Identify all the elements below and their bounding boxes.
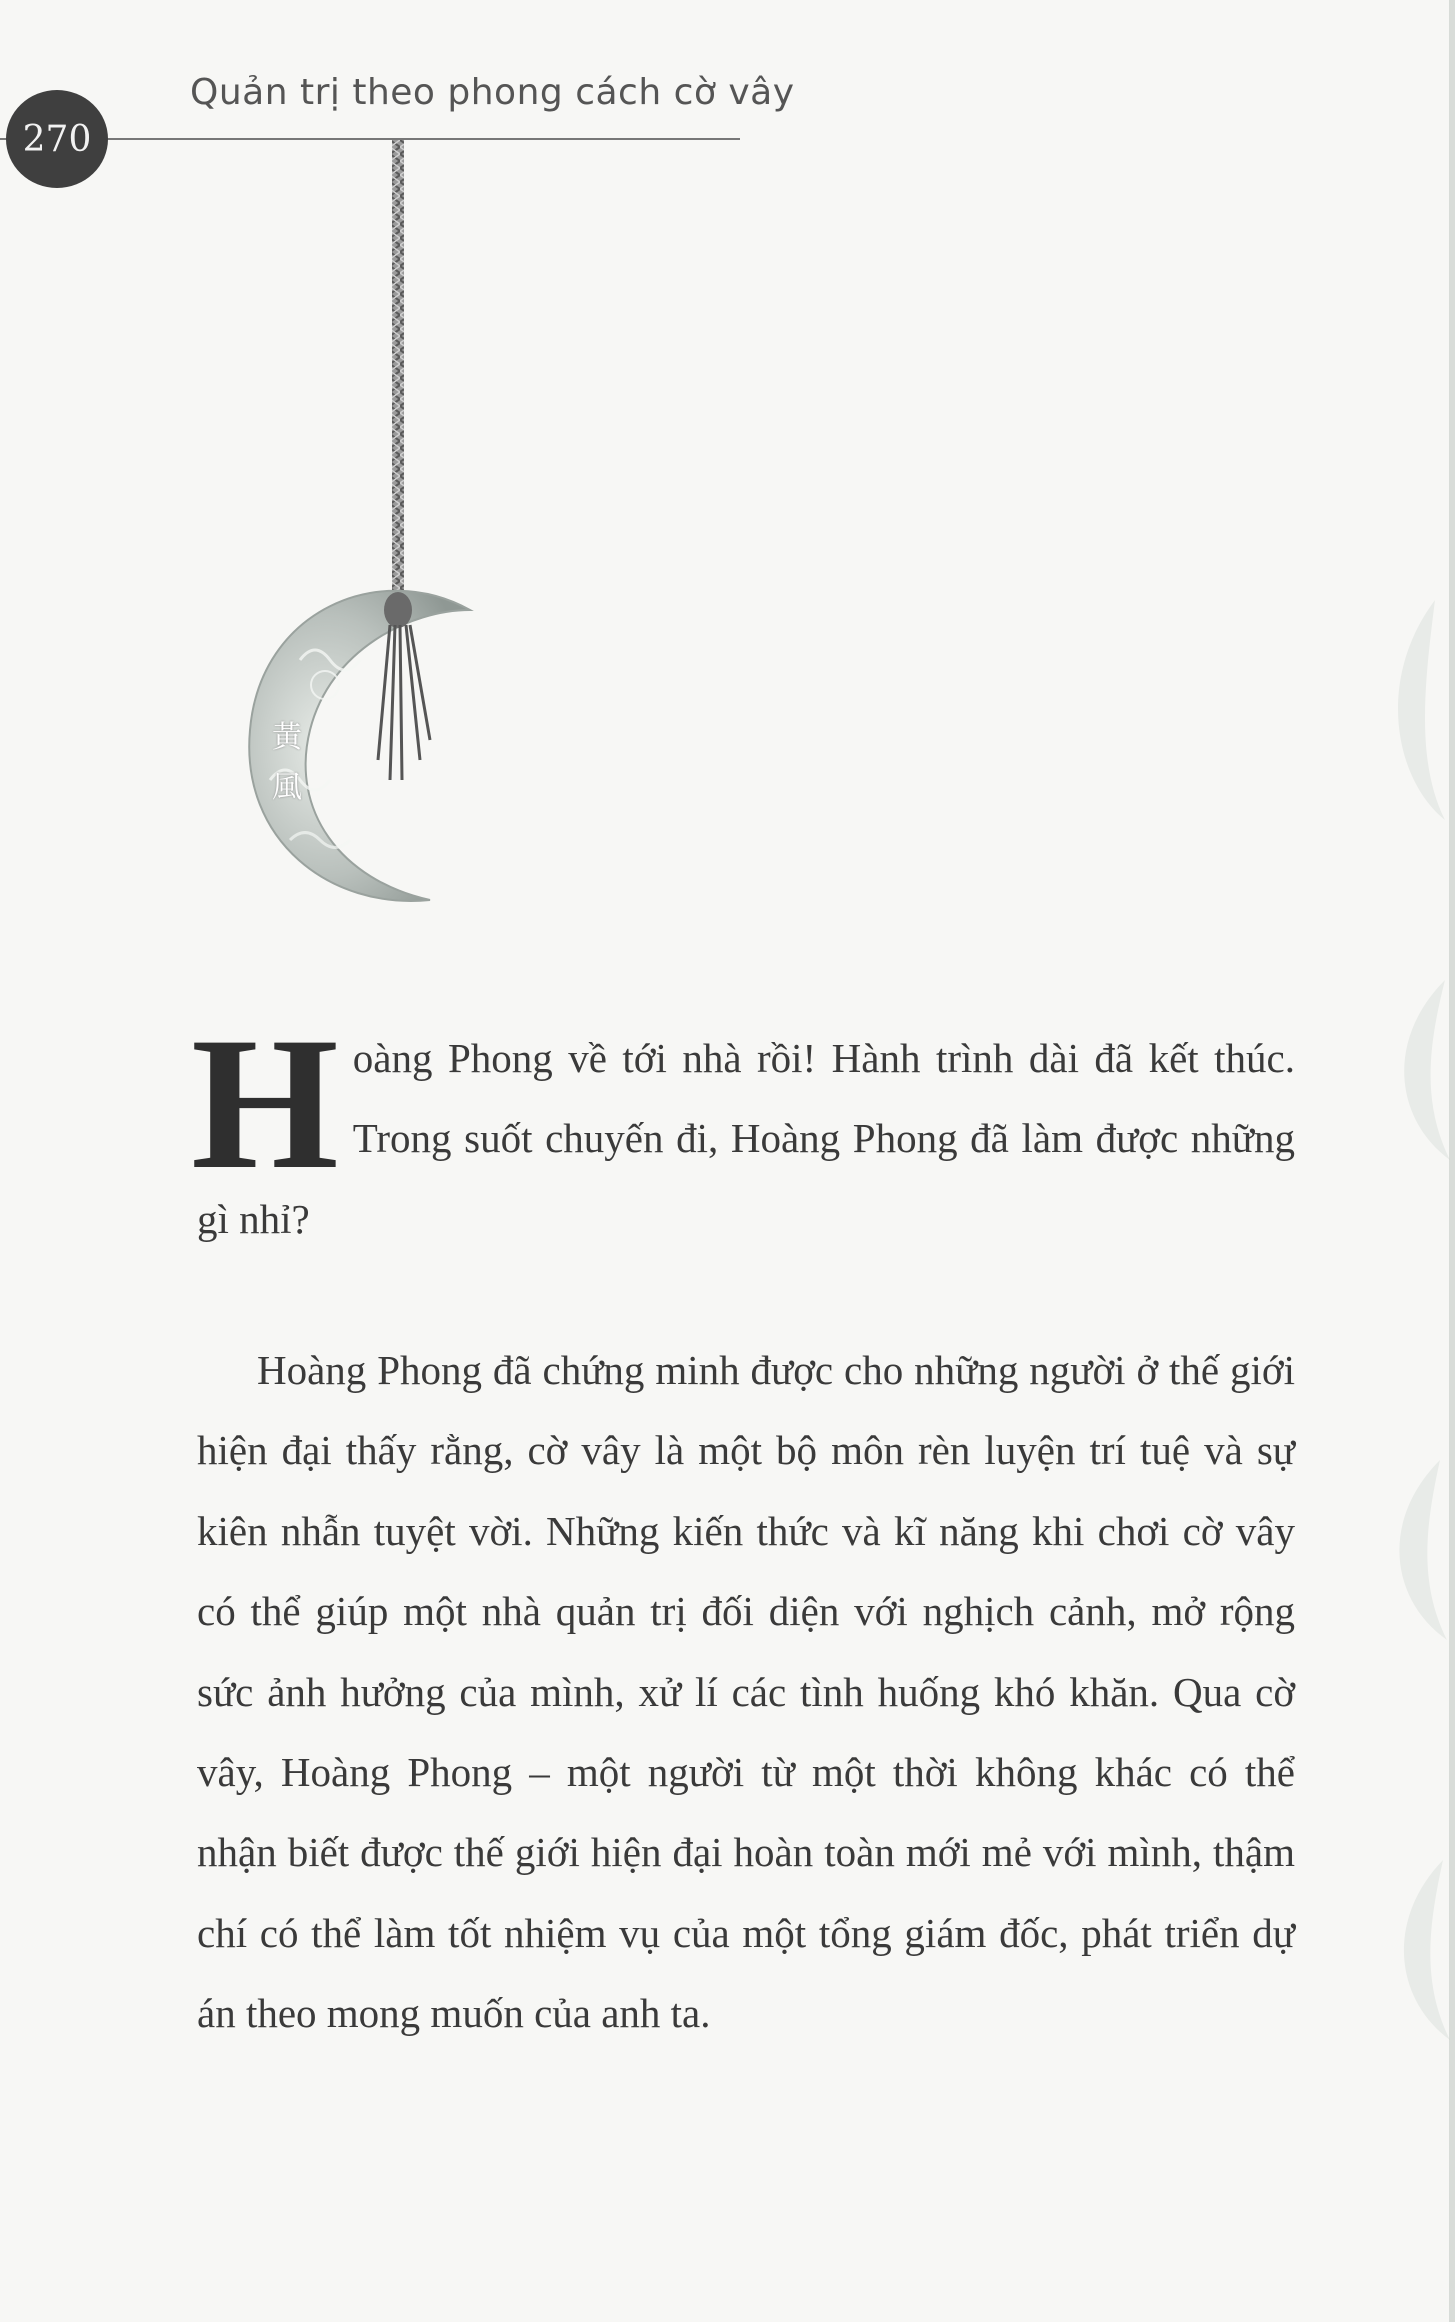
paragraph-1: [191, 999, 1295, 1259]
running-title: Quản trị theo phong cách cờ vây: [190, 72, 795, 113]
pendant-char-2: 風: [272, 770, 302, 805]
paragraph-1-text: oàng Phong về tới nhà rồi! Hành trình dài đã kết thúc. Trong suốt chuyến đi, Hoàng Phong đã làm được những gì nhỉ?: [197, 1035, 1295, 1242]
page-number-badge: [6, 90, 108, 188]
drop-cap: H: [191, 999, 339, 1209]
paragraph-2: Hoàng Phong đã chứng minh được cho những người ở thế giới hiện đại thấy rằng, cờ vây là một bộ môn rèn luyện trí tuệ và sự kiên nhẫn tuyệt vời. Những kiến thức và kĩ năng khi chơi cờ vây có thể giúp một nhà quản trị đối diện với nghịch cảnh, mở rộng sức ảnh hưởng của mình, xử lí các tình huống khó khăn. Qua cờ vây, Hoàng Phong – một người từ một thời không khác có thể nhận biết được thế giới hiện đại hoàn toàn mới mẻ với mình, thậm chí có thể làm tốt nhiệm vụ của một tổng giám đốc, phát triển dự án theo mong muốn của anh ta.: [197, 1347, 1295, 2037]
page-number: 270: [22, 118, 92, 160]
pendant-char-1: 黃: [272, 720, 302, 755]
leaf-watermark-icon: [1335, 560, 1455, 2160]
